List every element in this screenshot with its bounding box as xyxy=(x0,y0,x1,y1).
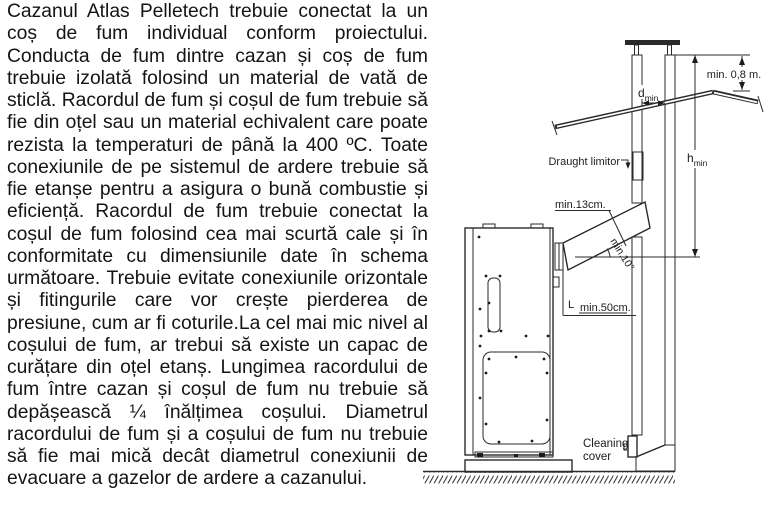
chimney-cap xyxy=(625,40,680,45)
body-paragraph: Cazanul Atlas Pelletech trebuie conectat la un coș de fum individual conform proiectului. Conducta de fum dintre cazan și coș de fum trebuie izolată folosind un material de vată de sticlă. Racordul de fum și coșul de fum trebuie să fie din oțel sau un material echivalent care poate rezista la temperaturi de până la 400 ºC. Toate conexiunile de pe sistemul de ardere trebuie să fie etanșe pentru a asigura o bună combustie și eficiență. Racordul de fum trebuie conectat la coșul de fum folosind cea mai scurtă cale și în conformitate cu dimensiunile date în schema următoare. Trebuie evitate conexiunile orizontale și fitingurile care vor crește pierderea de presiune, cum ar fi coturile.La cel mai mic nivel al coșului de fum, ar trebui să existe un capac de curățare din oțel etanș. Lungimea racordului de fum între cazan și coșul de fum nu trebuie să depășească ¼ înălțimea coșului. Diametrul racordului de fum și a coșului de fum nu trebuie să fie mai mică decât diametrul conexiunii de evacuare a gazelor de ardere a cazanului. xyxy=(7,1,428,490)
boiler-body xyxy=(465,228,553,455)
boiler-foot-mid xyxy=(514,454,518,457)
ground xyxy=(423,472,675,484)
boiler-slot xyxy=(488,278,500,332)
top-clearance-arrow-down xyxy=(739,82,745,90)
diagram-labels xyxy=(548,69,761,463)
connector-length-label: min.50cm. xyxy=(580,302,631,314)
cleaning-cover-door xyxy=(628,436,637,457)
chimney-right-wall xyxy=(665,55,675,445)
chimney-connection-drawing xyxy=(420,0,770,512)
boiler-plinth xyxy=(465,460,572,472)
flue-pipe xyxy=(563,202,650,270)
connector-diameter-label: min.13cm. xyxy=(555,199,606,211)
roof-right-core xyxy=(714,93,757,103)
h-min-arrow-top xyxy=(692,55,698,63)
h-min-label: $h_{min}$ xyxy=(687,151,708,168)
roof-right-end-tick xyxy=(758,96,763,112)
draught-limitor-arrow xyxy=(626,163,631,170)
boiler-side-box xyxy=(553,277,559,287)
roof-left-core xyxy=(557,92,712,126)
connector-length-symbol: L xyxy=(568,299,575,311)
boiler-screws xyxy=(478,236,550,444)
boiler xyxy=(465,224,575,472)
ground-hatch xyxy=(423,473,675,484)
cap-post-right xyxy=(668,45,672,55)
connector-angle-label: min.10° xyxy=(607,236,637,273)
cleaning-cover-label-line2: cover xyxy=(583,451,612,463)
draught-limitor-label: Draught limitor xyxy=(548,156,620,168)
d-min-label: $d_{min}$ xyxy=(638,86,659,103)
boiler-foot-right xyxy=(539,453,545,457)
cleaning-cover-label-line1: Cleaning xyxy=(583,438,629,450)
boiler-door xyxy=(483,352,550,444)
boiler-foot-left xyxy=(477,453,483,457)
cap-post-left xyxy=(635,45,639,55)
flue-connector xyxy=(555,202,650,270)
top-clearance-arrow-up xyxy=(739,57,745,65)
top-clearance-label: min. 0,8 m. xyxy=(706,69,762,81)
chimney-left-wall-upper xyxy=(632,55,642,203)
masonry-slope-line xyxy=(636,445,665,457)
installation-diagram xyxy=(420,0,770,512)
h-min-arrow-bottom xyxy=(692,249,698,257)
